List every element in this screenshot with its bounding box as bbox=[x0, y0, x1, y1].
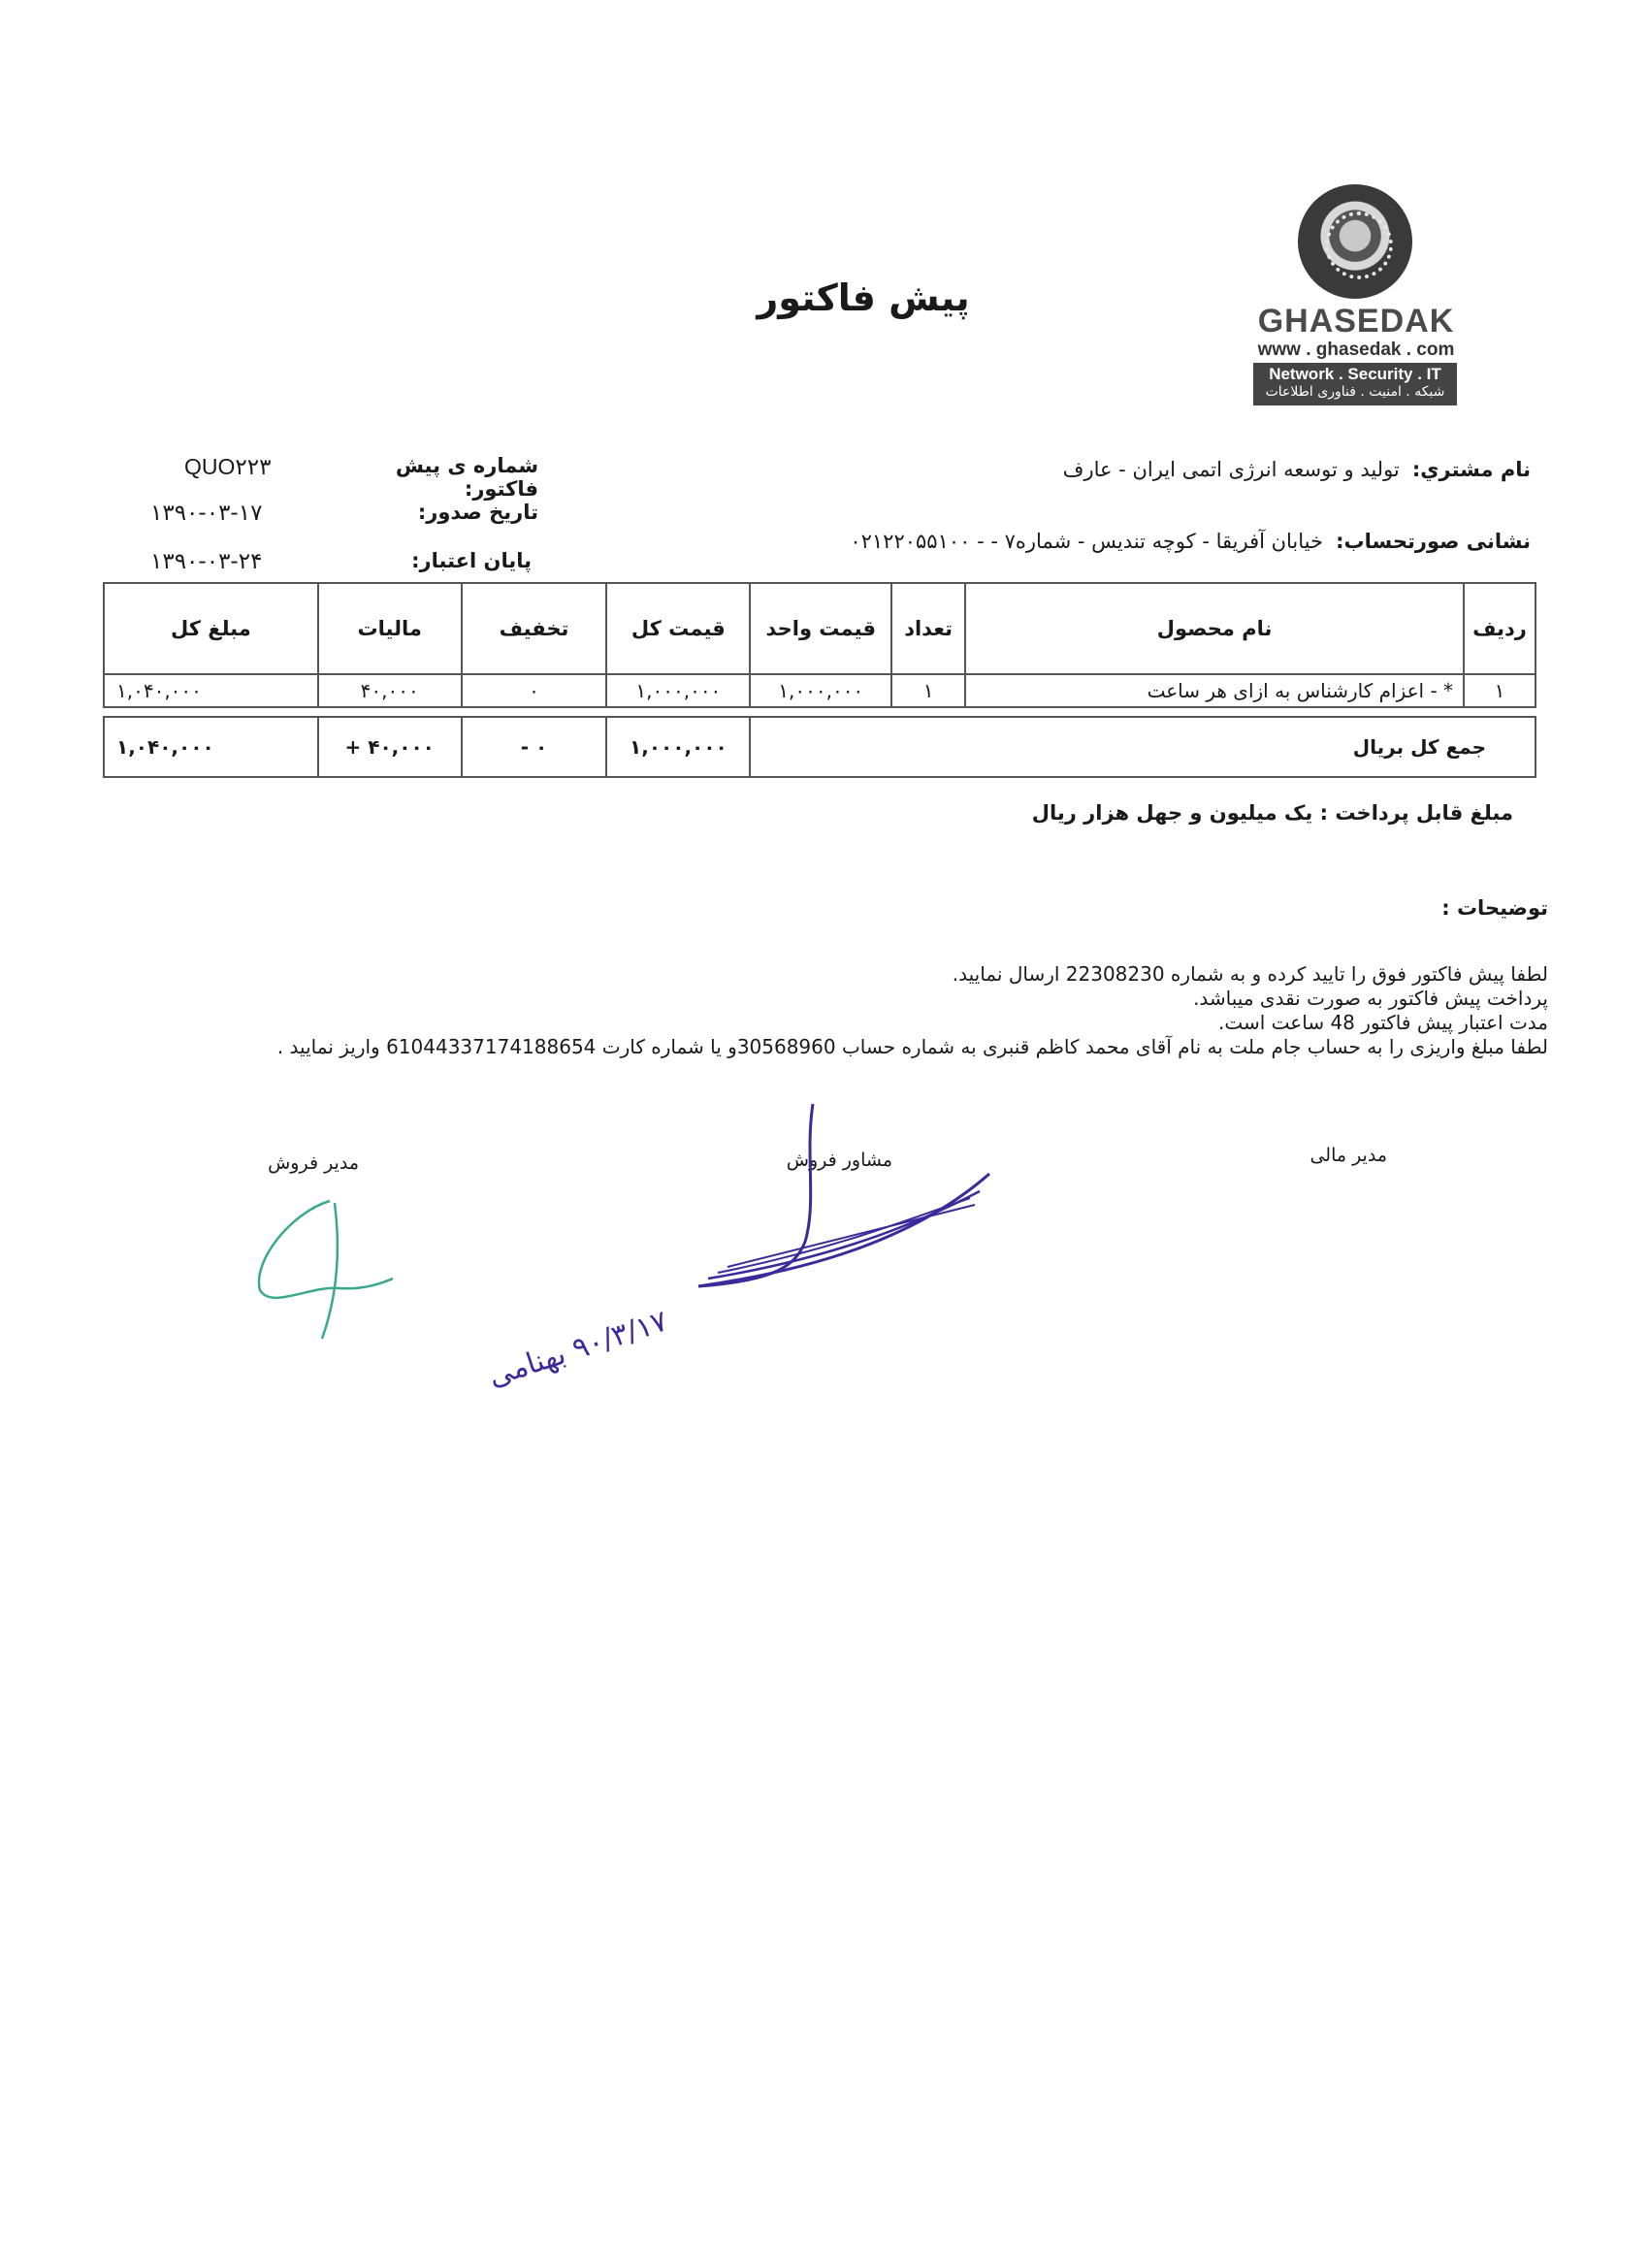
total-grand-sum: ۱,۰۴۰,۰۰۰ bbox=[104, 717, 318, 777]
issue-date-value: ۱۳۹۰-۰۳-۱۷ bbox=[150, 501, 263, 526]
expiry-date-value: ۱۳۹۰-۰۳-۲۴ bbox=[150, 549, 263, 574]
header-total-price: قیمت کل bbox=[606, 583, 750, 674]
total-price-sum: ۱,۰۰۰,۰۰۰ bbox=[606, 717, 750, 777]
billing-address-label: نشانی صورتحساب: bbox=[1336, 530, 1531, 553]
header-product: نام محصول bbox=[965, 583, 1464, 674]
expiry-date-label: پایان اعتبار: bbox=[411, 549, 532, 572]
cell-grand-total: ۱,۰۴۰,۰۰۰ bbox=[104, 674, 318, 707]
handwritten-date-note: ۹۰/۳/۱۷ بهنامی bbox=[484, 1304, 672, 1394]
table-row bbox=[104, 674, 1536, 707]
table-spacer-row bbox=[104, 707, 1536, 717]
header-tax: مالیات bbox=[318, 583, 462, 674]
cell-row-number: ۱ bbox=[1464, 674, 1536, 707]
header-discount: تخفیف bbox=[462, 583, 607, 674]
total-tax-sum: ۴۰,۰۰۰ + bbox=[318, 717, 462, 777]
cell-qty: ۱ bbox=[891, 674, 965, 707]
logo-tagline-fa: شبکه . امنیت . فناوری اطلاعات bbox=[1265, 384, 1445, 400]
quote-number-label: شماره ی پیش فاکتور: bbox=[395, 454, 538, 501]
note-line: پرداخت پیش فاکتور به صورت نقدی میباشد. bbox=[1193, 987, 1548, 1010]
billing-address-value: خیابان آفریقا - کوچه تندیس - شماره۷ - - ۰۲۱۲۲۰۵۵۱۰۰ bbox=[850, 530, 1323, 553]
sales-manager-signature bbox=[242, 1193, 407, 1348]
table-header-row bbox=[104, 583, 1536, 674]
customer-name-value: تولید و توسعه انرژی اتمی ایران - عارف bbox=[1062, 458, 1400, 481]
cell-total-price: ۱,۰۰۰,۰۰۰ bbox=[606, 674, 750, 707]
header-qty: تعداد bbox=[891, 583, 965, 674]
company-logo bbox=[1249, 184, 1463, 407]
cell-product: * - اعزام کارشناس به ازای هر ساعت bbox=[965, 674, 1464, 707]
payable-amount-text: مبلغ قابل پرداخت : یک میلیون و جهل هزار ریال bbox=[1031, 801, 1513, 825]
note-line: مدت اعتبار پیش فاکتور 48 ساعت است. bbox=[1218, 1011, 1548, 1034]
header-unit-price: قیمت واحد bbox=[750, 583, 891, 674]
total-discount-sum: ۰ - bbox=[462, 717, 607, 777]
customer-name-row bbox=[852, 458, 1531, 481]
total-label-text: جمع کل بریال bbox=[1352, 735, 1486, 759]
header-row-number: ردیف bbox=[1464, 583, 1536, 674]
table-total-row bbox=[104, 717, 1536, 777]
note-line: لطفا پیش فاکتور فوق را تایید کرده و به شماره 22308230 ارسال نمایید. bbox=[952, 962, 1548, 986]
header-grand-total: مبلغ کل bbox=[104, 583, 318, 674]
sales-advisor-label: مشاور فروش bbox=[786, 1150, 892, 1171]
billing-address-row bbox=[793, 530, 1531, 553]
document-title: پیش فاکتور bbox=[757, 276, 970, 319]
cell-tax: ۴۰,۰۰۰ bbox=[318, 674, 462, 707]
logo-emblem-icon bbox=[1298, 184, 1412, 299]
items-table bbox=[103, 582, 1536, 778]
cell-discount: ۰ bbox=[462, 674, 607, 707]
logo-url: www . ghasedak . com bbox=[1257, 340, 1455, 360]
notes-label: توضیحات : bbox=[1441, 896, 1548, 920]
sales-manager-label: مدیر فروش bbox=[268, 1152, 359, 1174]
logo-tagline-band bbox=[1253, 363, 1457, 405]
finance-manager-label: مدیر مالی bbox=[1310, 1145, 1387, 1166]
sales-advisor-signature bbox=[484, 1096, 1009, 1394]
logo-name: GHASEDAK bbox=[1257, 303, 1455, 340]
quote-number-value: QUO۲۲۳ bbox=[184, 454, 272, 479]
total-label bbox=[750, 717, 1536, 777]
cell-unit-price: ۱,۰۰۰,۰۰۰ bbox=[750, 674, 891, 707]
note-line: لطفا مبلغ واریزی را به حساب جام ملت به نام آقای محمد کاظم قنبری به شماره حساب 30568960و یا شماره کارت 61044337174188654 واریز نمایید . bbox=[276, 1035, 1548, 1058]
issue-date-label: تاریخ صدور: bbox=[417, 501, 538, 524]
logo-tagline-en: Network . Security . IT bbox=[1269, 365, 1441, 383]
customer-name-label: نام مشتري: bbox=[1411, 458, 1531, 481]
